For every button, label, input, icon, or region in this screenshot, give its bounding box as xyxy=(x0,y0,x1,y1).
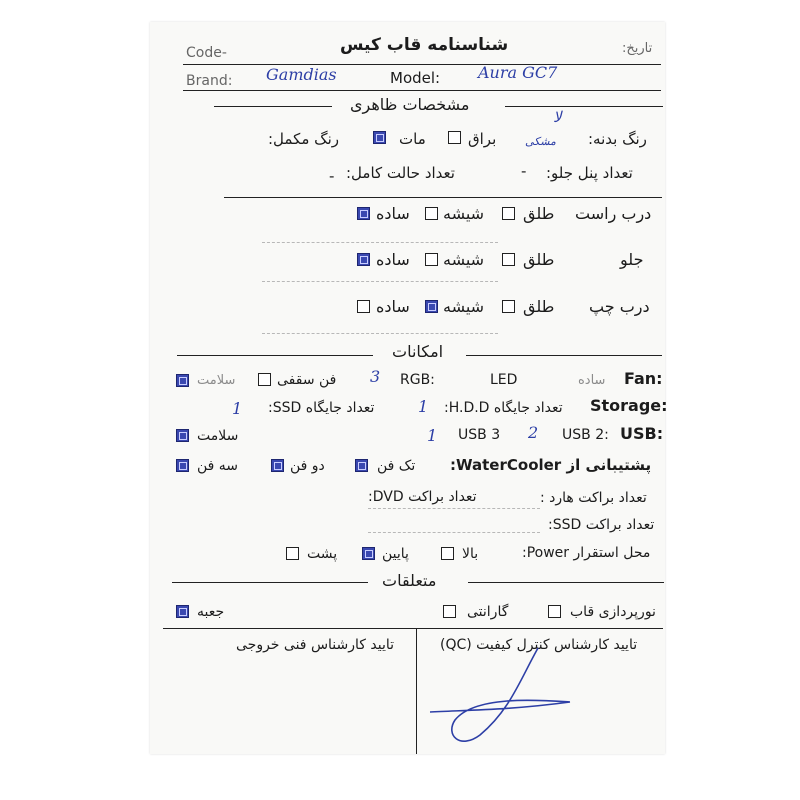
one-fan-checkbox[interactable] xyxy=(355,459,368,472)
ssd-bracket-label: تعداد براکت SSD: xyxy=(548,517,655,533)
usb2-value: 2 xyxy=(528,423,539,442)
right-door-glass-checkbox[interactable] xyxy=(425,207,438,220)
approval-divider xyxy=(416,628,417,754)
brand-value: Gamdias xyxy=(266,65,337,84)
box-label: جعبه xyxy=(197,604,225,620)
left-door-plain: ساده xyxy=(376,297,410,316)
front-panel-value: - xyxy=(521,162,527,180)
dotted-line xyxy=(262,281,498,282)
glossy-checkbox[interactable] xyxy=(448,131,461,144)
power-bottom-checkbox[interactable] xyxy=(362,547,375,560)
right-door-mesh-checkbox[interactable] xyxy=(502,207,515,220)
dotted-line xyxy=(262,242,498,243)
front-plain-checkbox[interactable] xyxy=(357,253,370,266)
power-back: پشت xyxy=(307,546,338,562)
accent-color-label: رنگ مکمل: xyxy=(268,130,340,148)
warranty-label: گارانتی xyxy=(467,604,509,620)
three-fan: سه فن xyxy=(197,458,239,474)
header-rule-2 xyxy=(183,90,661,91)
fan-healthy: سلامت xyxy=(197,373,236,388)
front-mesh-checkbox[interactable] xyxy=(502,253,515,266)
body-color-mark: لا xyxy=(553,108,562,126)
signature xyxy=(420,640,590,750)
accessories-title: متعلقات xyxy=(382,571,437,590)
front-mesh: طلق xyxy=(523,250,555,269)
section-rule-right xyxy=(468,582,664,583)
power-back-checkbox[interactable] xyxy=(286,547,299,560)
front-panel-label: تعداد پنل جلو: xyxy=(546,164,633,182)
left-door-plain-checkbox[interactable] xyxy=(357,300,370,313)
fan-rgb: RGB: xyxy=(400,372,435,388)
right-door-plain: ساده xyxy=(376,204,410,223)
ssd-value: 1 xyxy=(232,399,243,418)
right-door-plain-checkbox[interactable] xyxy=(357,207,370,220)
front-label: جلو xyxy=(620,250,644,269)
fan-ceiling: فن سقفی xyxy=(277,372,337,388)
hdd-label: تعداد جایگاه H.D.D: xyxy=(444,400,563,416)
right-door-mesh: طلق xyxy=(523,204,555,223)
usb-healthy: سلامت xyxy=(197,428,239,444)
appearance-rule xyxy=(224,197,662,198)
glossy-label: براق xyxy=(468,130,497,148)
dotted-line xyxy=(368,532,540,533)
fan-plain: ساده xyxy=(578,373,606,388)
right-door-glass: شیشه xyxy=(443,204,485,223)
dvd-bracket-label: تعداد براکت DVD: xyxy=(368,489,477,505)
power-bottom: پایین xyxy=(382,546,409,562)
full-state-value: - xyxy=(329,167,335,185)
section-rule-right xyxy=(466,355,662,356)
left-door-glass-checkbox[interactable] xyxy=(425,300,438,313)
appearance-title: مشخصات ظاهری xyxy=(350,95,470,114)
front-plain: ساده xyxy=(376,250,410,269)
section-rule-left xyxy=(177,355,373,356)
usb3-value: 1 xyxy=(427,426,438,445)
section-rule-left xyxy=(214,106,332,107)
matte-label: مات xyxy=(399,130,426,148)
hdd-bracket-label: تعداد براکت هارد : xyxy=(540,490,647,506)
three-fan-checkbox[interactable] xyxy=(176,459,189,472)
brand-label: Brand: xyxy=(186,73,233,89)
one-fan: تک فن xyxy=(377,458,416,474)
date-label: :تاریخ xyxy=(622,41,653,56)
dotted-line xyxy=(262,333,498,334)
box-checkbox[interactable] xyxy=(176,605,189,618)
form-title: شناسنامه قاب کیس xyxy=(340,35,509,55)
front-glass: شیشه xyxy=(443,250,485,269)
model-value: Aura GC7 xyxy=(478,63,558,82)
left-door-mesh-checkbox[interactable] xyxy=(502,300,515,313)
fan-label: Fan: xyxy=(624,369,663,388)
usb-label: USB: xyxy=(620,424,664,443)
power-label: محل استقرار Power: xyxy=(522,545,651,561)
section-rule-left xyxy=(172,582,368,583)
code-label: Code- xyxy=(186,45,227,61)
front-glass-checkbox[interactable] xyxy=(425,253,438,266)
fan-ceiling-checkbox[interactable] xyxy=(258,373,271,386)
power-top: بالا xyxy=(462,546,479,562)
watercooler-label: پشتیبانی از WaterCooler: xyxy=(450,456,652,474)
approval-top-rule xyxy=(163,628,663,629)
header-rule xyxy=(183,64,661,65)
left-door-mesh: طلق xyxy=(523,297,555,316)
warranty-checkbox[interactable] xyxy=(443,605,456,618)
fan-healthy-checkbox[interactable] xyxy=(176,374,189,387)
dotted-line xyxy=(368,508,540,509)
features-title: امکانات xyxy=(392,342,444,361)
case-lighting-checkbox[interactable] xyxy=(548,605,561,618)
ssd-label: تعداد جایگاه SSD: xyxy=(268,400,375,416)
usb-healthy-checkbox[interactable] xyxy=(176,429,189,442)
full-state-label: تعداد حالت کامل: xyxy=(346,164,455,182)
tech-approval-label: تایید کارشناس فنی خروجی xyxy=(236,637,395,653)
usb3-label: USB 3 xyxy=(458,427,501,443)
fan-rgb-value: 3 xyxy=(370,367,381,386)
model-label: Model: xyxy=(390,69,441,87)
right-door-label: درب راست xyxy=(575,204,652,223)
body-color-label: رنگ بدنه: xyxy=(588,130,647,148)
usb2-label: USB 2: xyxy=(562,427,609,443)
section-rule-right xyxy=(505,106,663,107)
hdd-value: 1 xyxy=(418,397,429,416)
left-door-glass: شیشه xyxy=(443,297,485,316)
left-door-label: درب چپ xyxy=(589,297,650,316)
case-lighting-label: نورپردازی قاب xyxy=(570,604,656,620)
power-top-checkbox[interactable] xyxy=(441,547,454,560)
fan-led: LED xyxy=(490,372,518,388)
matte-checkbox[interactable] xyxy=(373,131,386,144)
body-color-value: مشکی xyxy=(525,135,556,148)
storage-label: Storage: xyxy=(590,396,668,415)
qc-approval-label: تایید کارشناس کنترل کیفیت (QC) xyxy=(440,637,638,653)
two-fan-checkbox[interactable] xyxy=(271,459,284,472)
two-fan: دو فن xyxy=(290,458,325,474)
